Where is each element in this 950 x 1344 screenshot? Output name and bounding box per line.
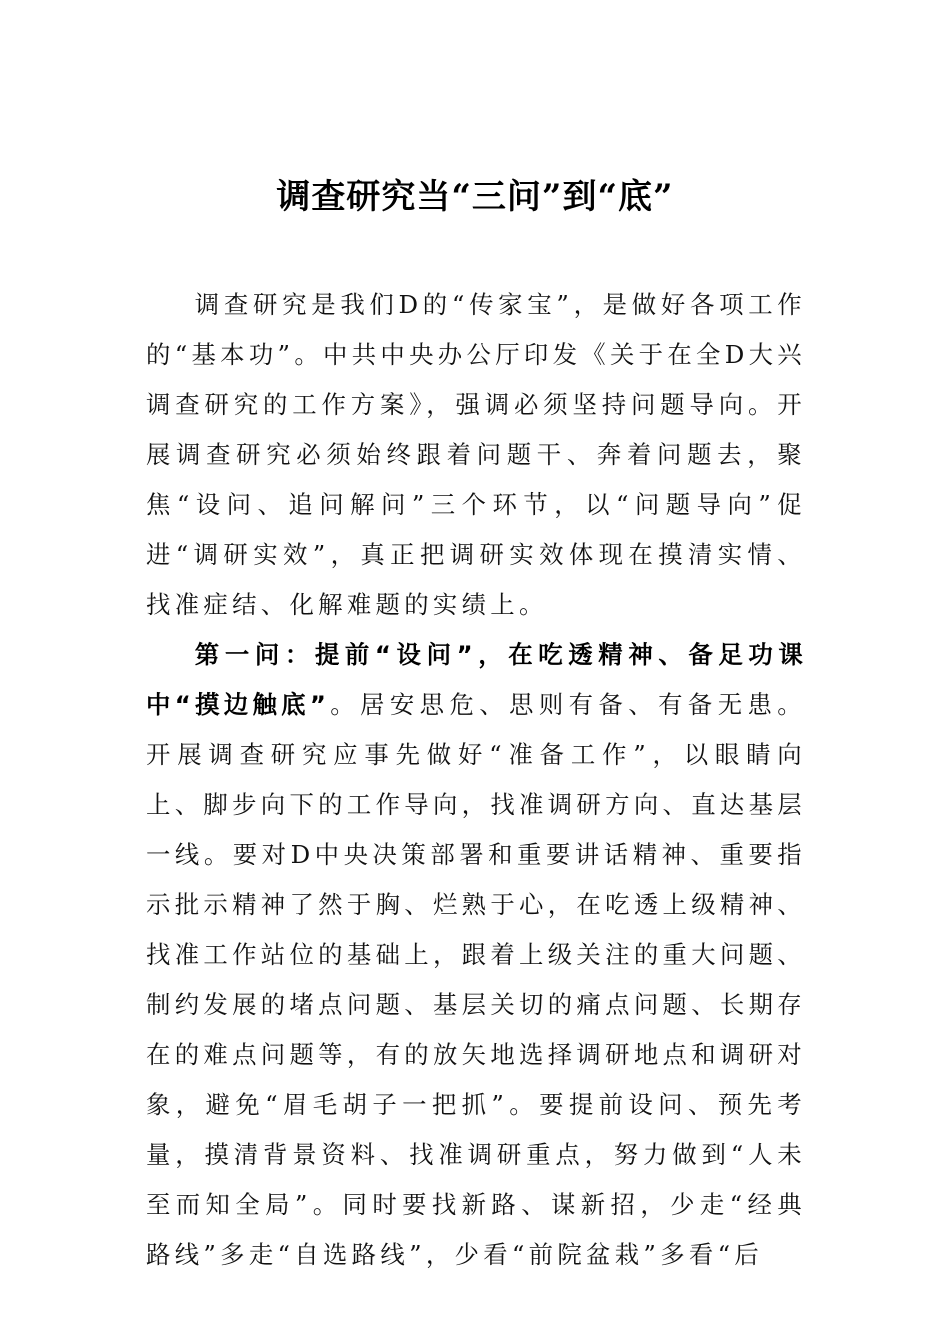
- paragraph-intro-text: 调查研究是我们D的“传家宝”，是做好各项工作的“基本功”。中共中央办公厅印发《关于在全D大兴调查研究的工作方案》，强调必须坚持问题导向。开展调查研究必须始终跟着问题干、奔着问题去，聚焦“设问、追问解问”三个环节，以“问题导向”促进“调研实效”，真正把调研实效体现在摸清实情、找准症结、化解难题的实绩上。: [146, 290, 806, 619]
- document-body: [146, 280, 806, 1280]
- paragraph-intro: [146, 280, 806, 630]
- paragraph-first-question-text: 。居安思危、思则有备、有备无患。开展调查研究应事先做好“准备工作”，以眼睛向上、脚步向下的工作导向，找准调研方向、直达基层一线。要对D中央决策部署和重要讲话精神、重要指示批示精神了然于胸、烂熟于心，在吃透上级精神、找准工作站位的基础上，跟着上级关注的重大问题、制约发展的堵点问题、基层关切的痛点问题、长期存在的难点问题等，有的放矢地选择调研地点和调研对象，避免“眉毛胡子一把抓”。要提前设问、预先考量，摸清背景资料、找准调研重点，努力做到“人未至而知全局”。同时要找新路、谋新招，少走“经典路线”多走“自选路线”，少看“前院盆栽”多看“后: [146, 690, 806, 1269]
- paragraph-first-question: [146, 630, 806, 1280]
- paragraph-first-question-heading: 第一问：提前“设问”，在吃透精神、备足功课中“摸边触底”: [146, 640, 806, 719]
- document-title: 调查研究当“三问”到“底”: [276, 177, 674, 217]
